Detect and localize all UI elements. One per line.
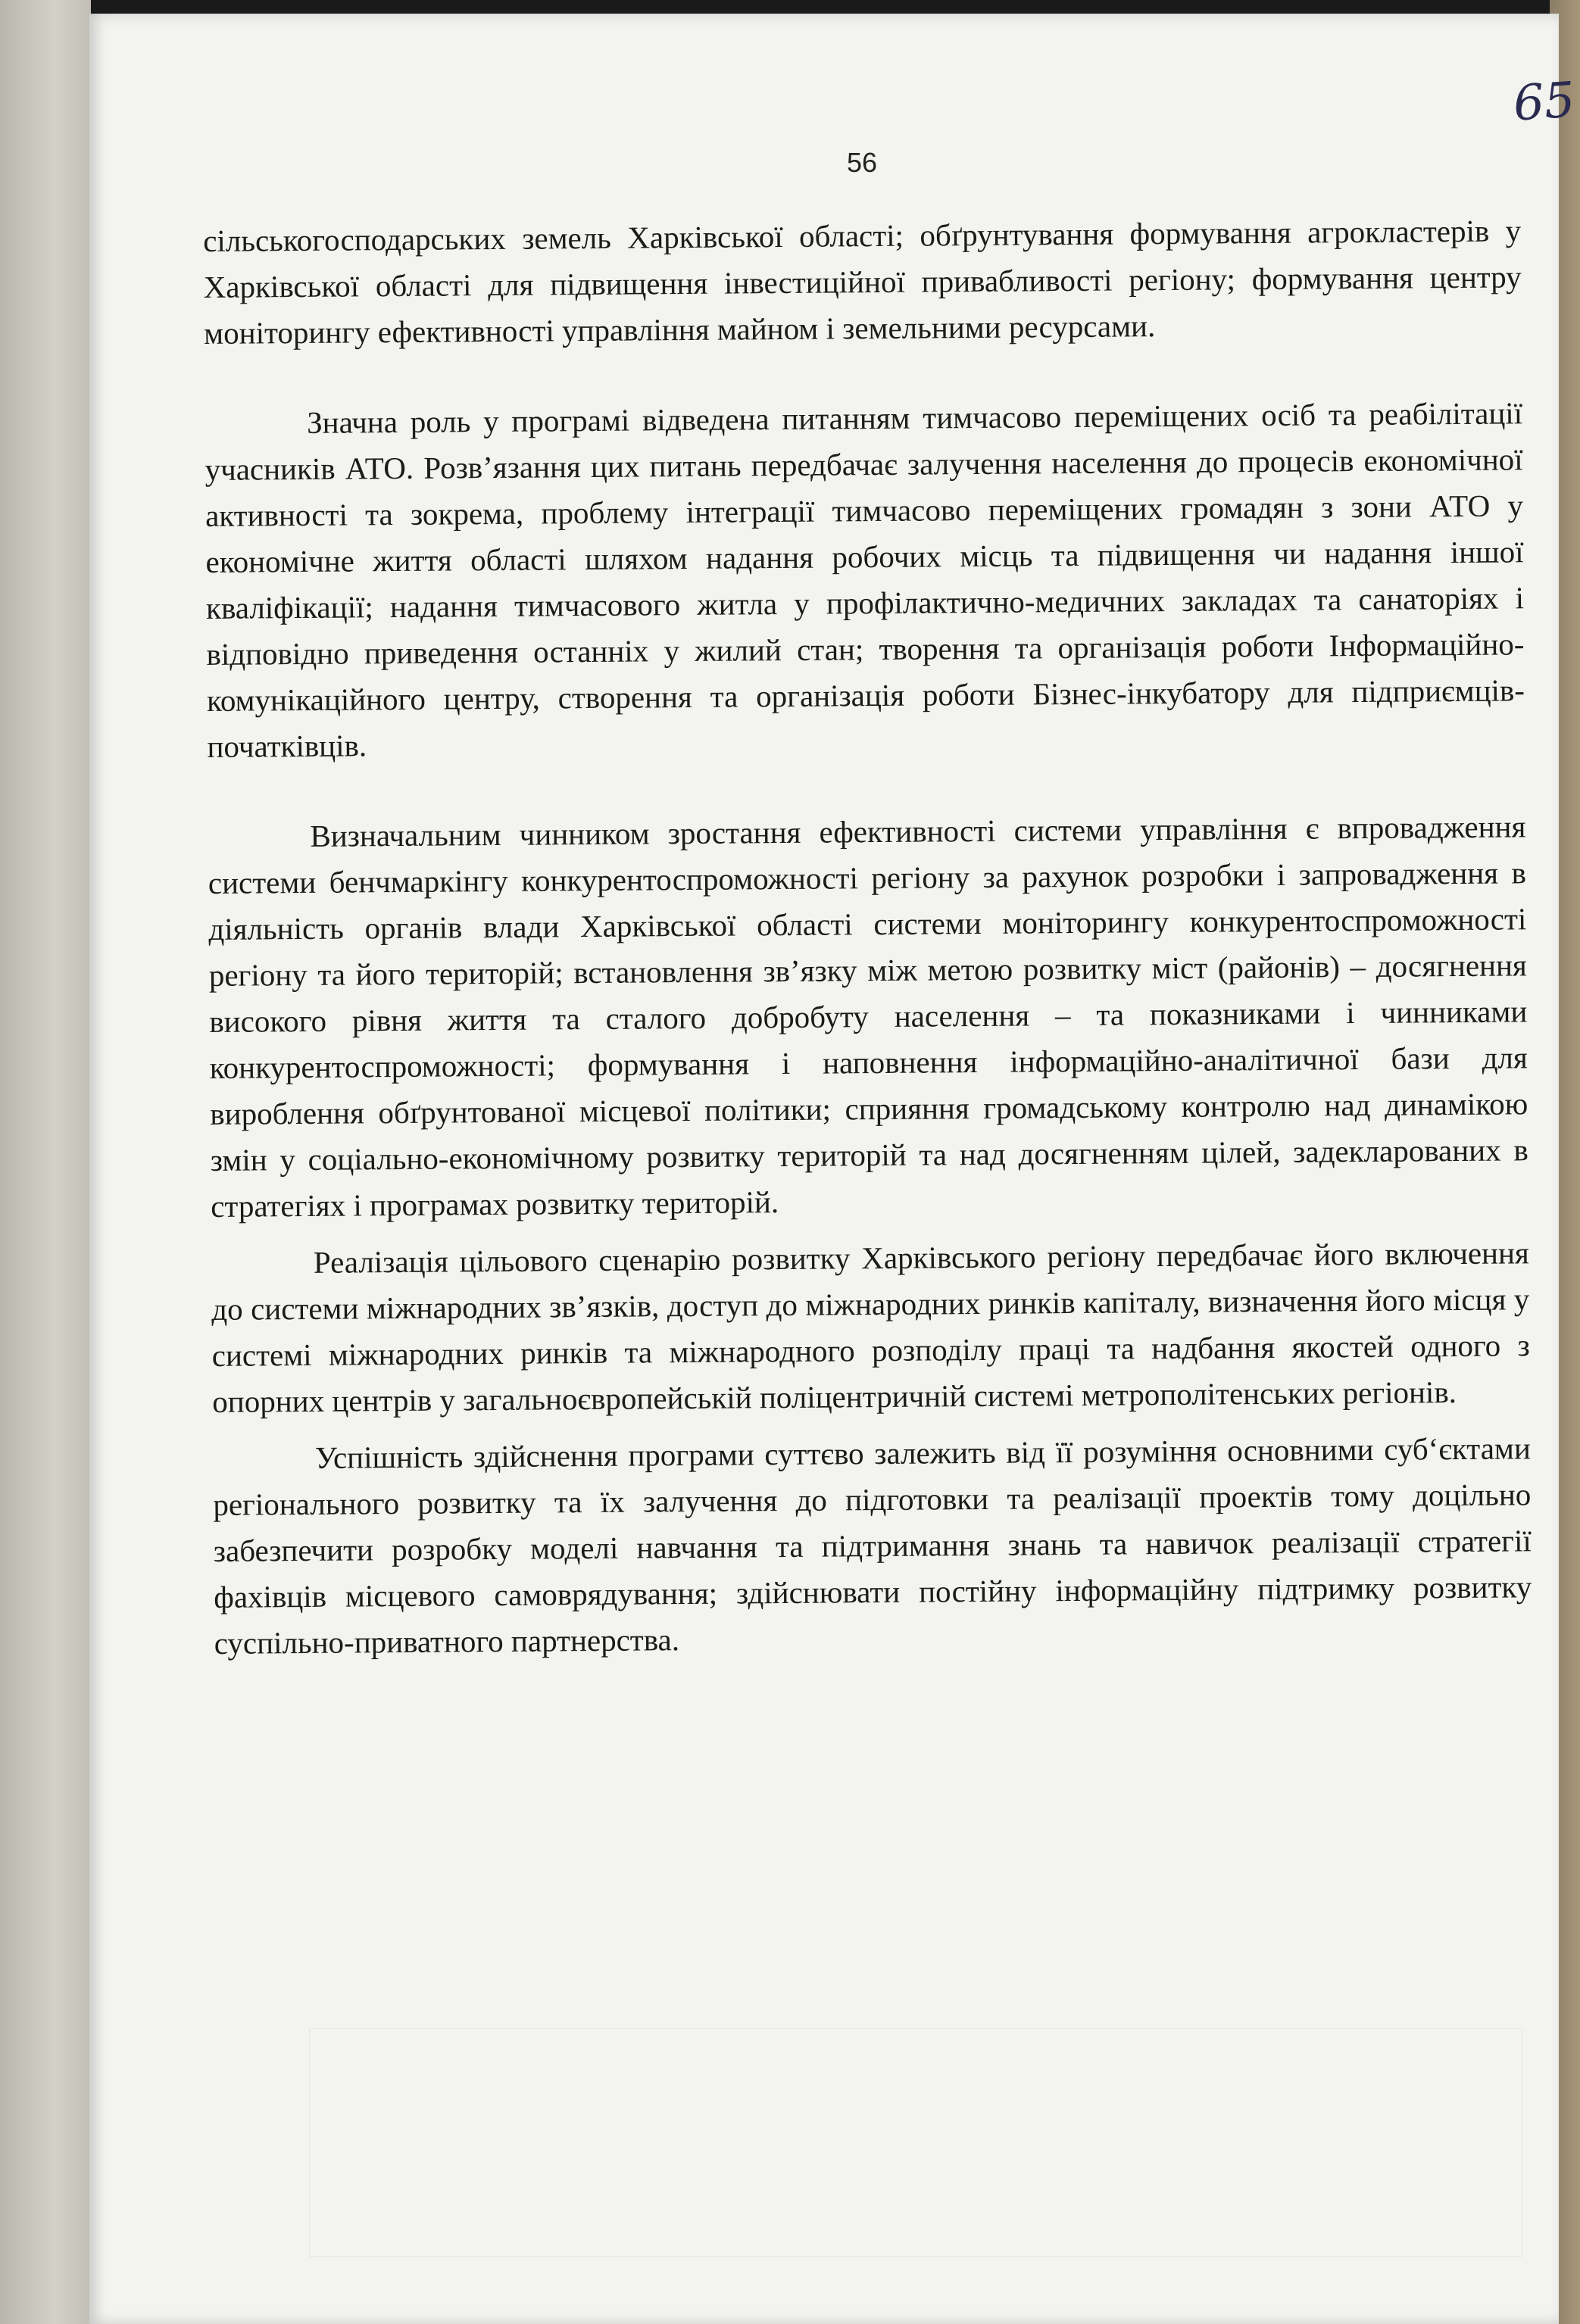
paragraph-5: Успішність здійснення програми суттєво залежить від її розуміння основними суб‘єктами регіонального розвитку та їх залучення до підготовки та реалізації проектів тому доцільно забезпечити розробку моделі навчання та підтримання знань та навичок реалізації стратегії фахівців місцевого самоврядування; здійснювати постійну інформаційну підтримку розвитку суспільно-приватного партнерства. (213, 1430, 1532, 1661)
adjacent-page-edge (0, 0, 91, 2324)
paragraph-4: Реалізація цільового сценарію розвитку Харківського регіону передбачає його включення до системи міжнародних зв’язків, доступ до міжнародних ринків капіталу, визначення його місця у системі міжнародних ринків та міжнародного розподілу праці та надбання якостей одного з опорних центрів у загальноєвропейській поліцентричній системі метрополітенських регіонів. (211, 1235, 1530, 1419)
paragraph-3: Визначальним чинником зростання ефективності системи управління є впровадження системи бенчмаркінгу конкурентоспроможності регіону за рахунок розробки і запровадження в діяльність органів влади Харківської області системи моніторингу конкурентоспроможності регіону та його територій; встановлення зв’язку між метою розвитку міст (районів) – досягнення високого рівня життя та сталого добробуту населення – та показниками і чинниками конкурентоспроможності; формування і наповнення інформаційно-аналітичної бази для вироблення обґрунтованої місцевої політики; сприяння громадському контролю над динамікою змін у соціально-економічному розвитку територій та над досягненням цілей, задекларованих в стратегіях і програмах розвитку територій. (208, 809, 1528, 1224)
paragraph-2: Значна роль у програмі відведена питанням тимчасово переміщених осіб та реабілітації учасників АТО. Розв’язання цих питань передбачає залучення населення до процесів економічної активності та зокрема, проблему інтеграції тимчасово переміщених громадян з зони АТО у економічне життя області шляхом надання робочих місць та підвищення чи надання іншої кваліфікації; надання тимчасового житла у профілактично-медичних закладах та санаторіях і відповідно приведення останніх у жилий стан; творення та організація роботи Інформаційно-комунікаційного центру, створення та організація роботи Бізнес-інкубатору для підприємців-початківців. (205, 395, 1525, 764)
bleed-through-table (309, 2028, 1522, 2257)
handwritten-page-mark: 65 (1511, 72, 1577, 133)
paragraph-1: сільськогосподарських земель Харківської області; обґрунтування формування агрокластерів у Харківської області для підвищення інвестиційної привабливості регіону; формування центру моніторингу ефективності управління майном і земельними ресурсами. (203, 213, 1522, 351)
page-number: 56 (847, 147, 878, 178)
document-body (203, 207, 1532, 1711)
document-page (89, 14, 1577, 2324)
